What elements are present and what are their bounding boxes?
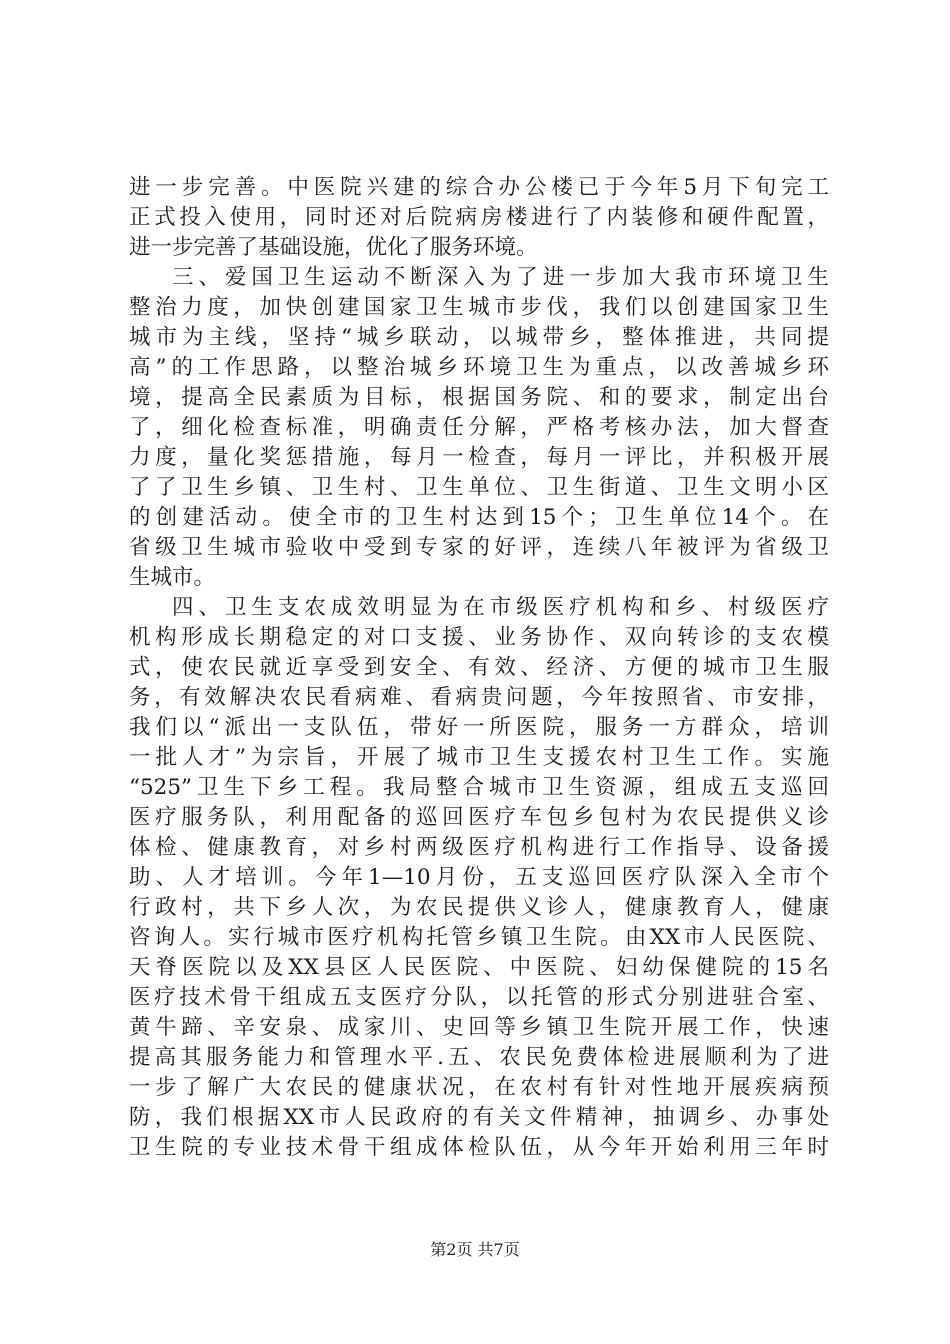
text-line: 一批人才”为宗旨，开展了城市卫生支援农村卫生工作。实施 [129, 745, 829, 770]
text-line: 城市为主线，坚持“城乡联动，以城带乡，整体推进，共同提 [129, 325, 829, 350]
text-line: 防，我们根据XX市人民政府的有关文件精神，抽调乡、办事处 [129, 1105, 829, 1130]
text-line: 机构形成长期稳定的对口支援、业务协作、双向转诊的支农模 [129, 625, 829, 650]
text-line: 天脊医院以及XX县区人民医院、中医院、妇幼保健院的15名 [129, 955, 829, 980]
text-line: 行政村，共下乡人次，为农民提供义诊人，健康教育人，健康 [129, 895, 829, 920]
text-line: 正式投入使用，同时还对后院病房楼进行了内装修和硬件配置， [129, 205, 829, 230]
page-number-label: 第2页 共7页 [430, 1240, 520, 1259]
text-line: 的创建活动。使全市的卫生村达到15个；卫生单位14个。在 [129, 505, 829, 530]
text-line: 一步了解广大农民的健康状况，在农村有针对性地开展疾病预 [129, 1075, 829, 1100]
text-line: 省级卫生城市验收中受到专家的好评，连续八年被评为省级卫 [129, 535, 829, 560]
text-line: 力度，量化奖惩措施，每月一检查，每月一评比，并积极开展 [129, 445, 829, 470]
text-line: 高”的工作思路，以整治城乡环境卫生为重点，以改善城乡环 [129, 355, 829, 380]
text-line: 助、人才培训。今年1—10月份，五支巡回医疗队深入全市个 [129, 865, 829, 890]
text-line: 黄牛蹄、辛安泉、成家川、史回等乡镇卫生院开展工作，快速 [129, 1015, 829, 1040]
text-line: 进一步完善了基础设施，优化了服务环境。 [129, 235, 538, 260]
text-line: 卫生院的专业技术骨干组成体检队伍，从今年开始利用三年时 [129, 1135, 829, 1160]
text-line: 咨询人。实行城市医疗机构托管乡镇卫生院。由XX市人民医院、 [129, 925, 829, 950]
text-line: “525”卫生下乡工程。我局整合城市卫生资源，组成五支巡回 [129, 775, 829, 800]
text-line: 我们以“派出一支队伍，带好一所医院，服务一方群众，培训 [129, 715, 829, 740]
text-line: 生城市。 [129, 565, 216, 590]
text-line: 整治力度，加快创建国家卫生城市步伐，我们以创建国家卫生 [129, 295, 829, 320]
text-line: 式，使农民就近享受到安全、有效、经济、方便的城市卫生服 [129, 655, 829, 680]
document-body [129, 173, 829, 1163]
text-line: 医疗服务队，利用配备的巡回医疗车包乡包村为农民提供义诊 [129, 805, 829, 830]
text-line: 四、卫生支农成效明显为在市级医疗机构和乡、村级医疗 [172, 595, 829, 620]
text-line: 进一步完善。中医院兴建的综合办公楼已于今年5月下旬完工 [129, 175, 829, 200]
text-line: 体检、健康教育，对乡村两级医疗机构进行工作指导、设备援 [129, 835, 829, 860]
text-line: 务，有效解决农民看病难、看病贵问题，今年按照省、市安排， [129, 685, 829, 710]
text-line: 境，提高全民素质为目标，根据国务院、和的要求，制定出台 [129, 385, 829, 410]
text-line: 三、爱国卫生运动不断深入为了进一步加大我市环境卫生 [172, 265, 829, 290]
text-line: 了了卫生乡镇、卫生村、卫生单位、卫生街道、卫生文明小区 [129, 475, 829, 500]
page-footer [0, 1240, 950, 1260]
text-line: 了，细化检查标准，明确责任分解，严格考核办法，加大督查 [129, 415, 829, 440]
text-line: 提高其服务能力和管理水平.五、农民免费体检进展顺利为了进 [129, 1045, 829, 1070]
text-line: 医疗技术骨干组成五支医疗分队，以托管的形式分别进驻合室、 [129, 985, 829, 1010]
